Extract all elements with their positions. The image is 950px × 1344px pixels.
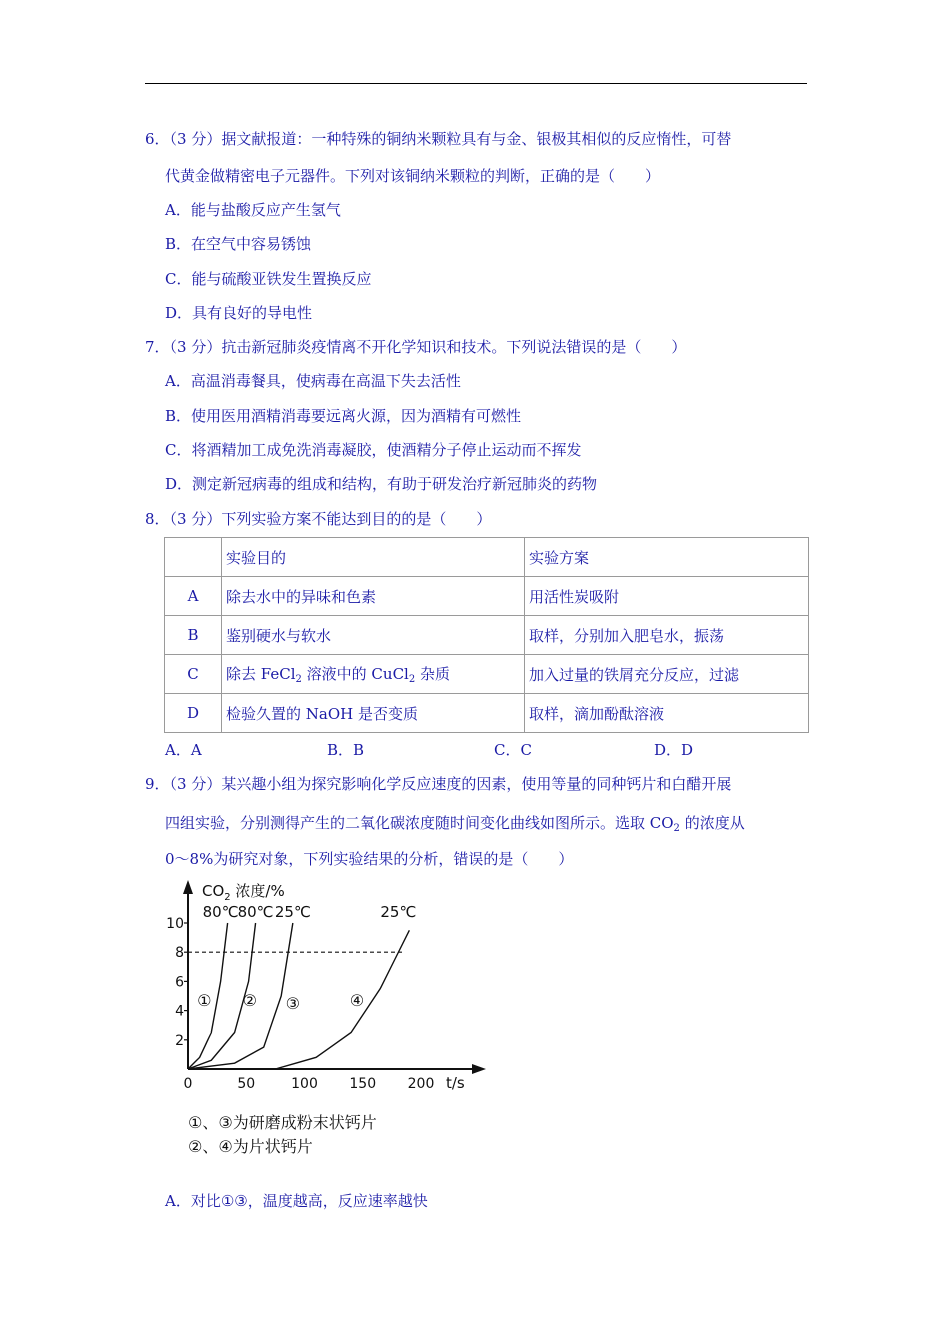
y-tick-label: 4 <box>175 1003 184 1020</box>
row-plan: 取样，分别加入肥皂水，振荡 <box>525 616 809 655</box>
row-plan: 加入过量的铁屑充分反应，过滤 <box>525 655 809 694</box>
subscript: 2 <box>408 674 416 685</box>
q6-option-b[interactable]: B．在空气中容易锈蚀 <box>165 235 312 253</box>
q7-stem: 7．（3 分）抗击新冠肺炎疫情离不开化学知识和技术。下列说法错误的是（ ） <box>145 338 687 356</box>
goal-text: 溶液中的 CuCl <box>301 665 409 683</box>
q9-stem-line3: 0～8%为研究对象，下列实验结果的分析，错误的是（ ） <box>165 850 574 868</box>
stem-text: 的浓度从 <box>679 814 745 832</box>
q7-option-b[interactable]: B．使用医用酒精消毒要远离火源，因为酒精有可燃性 <box>165 407 522 425</box>
row-goal: 鉴别硬水与软水 <box>222 616 525 655</box>
row-label: D <box>165 694 222 733</box>
series-number-label: ④ <box>349 991 365 1011</box>
option-circled-refs: ①③ <box>220 1192 248 1210</box>
q6-option-a[interactable]: A．能与盐酸反应产生氢气 <box>165 201 341 219</box>
subscript: 2 <box>295 674 302 685</box>
series-number-label: ① <box>197 991 212 1011</box>
chart-caption-1: ①、③为研磨成粉末状钙片 <box>188 1113 377 1132</box>
table-header-cell: 实验目的 <box>222 538 525 577</box>
row-plan: 取样，滴加酚酞溶液 <box>525 694 809 733</box>
y-tick-label: 10 <box>166 916 184 932</box>
row-goal <box>222 655 525 694</box>
q6-option-d[interactable]: D．具有良好的导电性 <box>165 304 313 322</box>
x-tick-label: 50 <box>237 1076 256 1092</box>
q9-option-a[interactable] <box>165 1190 428 1211</box>
q6-stem-line2: 代黄金做精密电子元器件。下列对该铜纳米颗粒的判断，正确的是（ ） <box>165 167 661 185</box>
chart-caption-2: ②、④为片状钙片 <box>188 1137 313 1156</box>
x-tick-label: 150 <box>349 1076 377 1092</box>
q7-option-a[interactable]: A．高温消毒餐具，使病毒在高温下失去活性 <box>165 372 461 390</box>
goal-text: 杂质 <box>415 665 450 683</box>
q6-stem-line1: 6．（3 分）据文献报道：一种特殊的铜纳米颗粒具有与金、银极其相似的反应惰性，可替 <box>145 130 732 148</box>
y-axis-label: $CO_2$ 浓度/% <box>202 882 285 903</box>
option-text: A．对比 <box>165 1192 221 1210</box>
series-number-label: ② <box>242 991 257 1011</box>
temperature-label: 25℃ <box>380 903 417 922</box>
q9-stem-line1: 9．（3 分）某兴趣小组为探究影响化学反应速度的因素，使用等量的同种钙片和白醋开展 <box>145 775 732 793</box>
temperature-label: 80℃ <box>237 903 274 922</box>
header-rule <box>145 83 807 84</box>
table-header-cell: 实验方案 <box>525 538 809 577</box>
table-header-row <box>165 538 809 577</box>
y-tick-label: 2 <box>175 1032 184 1049</box>
table-row <box>165 694 809 733</box>
series-number-label: ③ <box>285 994 301 1014</box>
temperature-label: 80℃ <box>202 903 239 922</box>
row-label: B <box>165 616 222 655</box>
subscript: 2 <box>673 823 680 834</box>
goal-text: 除去 FeCl <box>226 665 296 683</box>
table-row <box>165 577 809 616</box>
row-plan: 用活性炭吸附 <box>525 577 809 616</box>
table-row <box>165 655 809 694</box>
q7-option-c[interactable]: C．将酒精加工成免洗消毒凝胶，使酒精分子停止运动而不挥发 <box>165 441 582 459</box>
stem-text: 四组实验，分别测得产生的二氧化碳浓度随时间变化曲线如图所示。选取 CO <box>165 814 674 832</box>
row-goal: 除去水中的异味和色素 <box>222 577 525 616</box>
q8-stem: 8．（3 分）下列实验方案不能达到目的的是（ ） <box>145 510 492 528</box>
y-tick-label: 6 <box>175 974 184 991</box>
q8-option-a[interactable]: A．A <box>165 741 202 759</box>
experiment-table <box>164 537 809 733</box>
temperature-label: 25℃ <box>274 903 311 922</box>
q6-option-c[interactable]: C．能与硫酸亚铁发生置换反应 <box>165 270 372 288</box>
y-axis-arrow <box>183 880 193 894</box>
q7-option-d[interactable]: D．测定新冠病毒的组成和结构，有助于研发治疗新冠肺炎的药物 <box>165 475 598 493</box>
y-tick-label: 8 <box>175 945 184 962</box>
x-tick-label: 100 <box>291 1076 318 1092</box>
q9-stem-line2 <box>165 812 745 834</box>
x-axis-label: t/s <box>446 1074 465 1092</box>
option-text: ，温度越高，反应速率越快 <box>247 1192 428 1210</box>
row-goal: 检验久置的 NaOH 是否变质 <box>222 694 525 733</box>
table-row <box>165 616 809 655</box>
row-label: C <box>165 655 222 694</box>
table-header-cell <box>165 538 222 577</box>
q8-option-c[interactable]: C．C <box>494 741 532 759</box>
x-axis-arrow <box>472 1064 486 1074</box>
x-tick-label: 200 <box>407 1076 435 1092</box>
co2-concentration-chart <box>160 876 500 1098</box>
x-tick-label: 0 <box>183 1076 193 1092</box>
row-label: A <box>165 577 222 616</box>
q8-option-d[interactable]: D．D <box>654 741 694 759</box>
q8-option-b[interactable]: B．B <box>327 741 365 759</box>
